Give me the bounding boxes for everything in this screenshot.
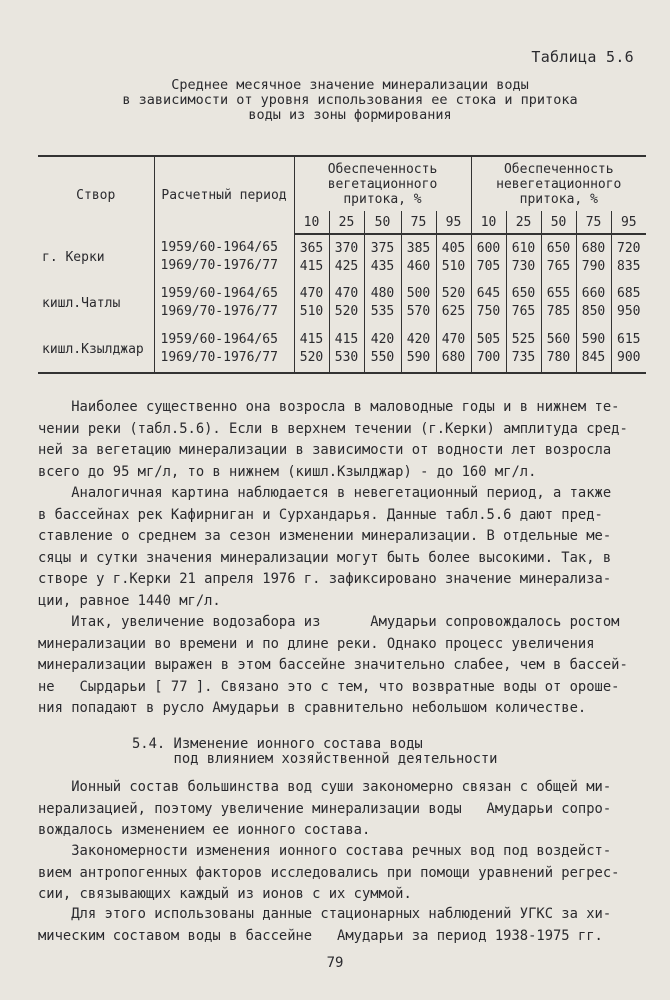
value-cell: [329, 326, 364, 373]
period-value: 1969/70-1976/77: [160, 350, 278, 365]
text-line: Для этого использованы данные стационарных наблюдений УГКС за хи-: [38, 906, 612, 922]
mineralization-value: 735: [511, 350, 536, 365]
mineralization-value: 660: [581, 286, 606, 301]
mineralization-value: 510: [441, 258, 466, 274]
mineralization-value: 700: [476, 350, 501, 365]
mineralization-value: 420: [406, 332, 431, 347]
header-neveg-group: Обеспеченность невегетационного притока, %: [471, 156, 646, 211]
mineralization-value: 560: [546, 332, 571, 347]
mineralization-value: 525: [511, 332, 536, 347]
mineralization-value: 570: [406, 304, 431, 319]
value-cell: [471, 280, 506, 326]
value-cell: [611, 234, 646, 280]
text-line: сяцы и сутки значения минерализации могут быть более высокими. Так, в: [38, 549, 612, 566]
mineralization-value: 610: [511, 240, 536, 256]
mineralization-value: 720: [617, 240, 641, 256]
mineralization-value: 405: [441, 240, 466, 256]
table-label: Таблица 5.6: [531, 48, 634, 66]
paragraph-3: [38, 612, 650, 720]
station-name: кишл.Чатлы: [42, 295, 121, 311]
header-prob: 25: [506, 211, 541, 234]
mineralization-value: 435: [370, 258, 395, 274]
text-line: чении реки (табл.5.6). Если в верхнем течении (г.Керки) амплитуда сред-: [38, 420, 628, 437]
period-value: 1959/60-1964/65: [160, 332, 278, 347]
mineralization-value: 650: [546, 240, 571, 256]
mineralization-value: 645: [476, 286, 501, 301]
text-line: Итак, увеличение водозабора из Амударьи сопровождалось ростом: [38, 614, 620, 630]
text-line: ния попадают в русло Амударьи в сравнительно небольшом количестве.: [38, 700, 587, 716]
header-stvor: Створ: [76, 188, 116, 203]
paragraph-2: [38, 483, 650, 612]
mineralization-value: 705: [476, 258, 501, 274]
station-name: кишл.Кзылджар: [38, 326, 154, 373]
mineralization-value: 505: [476, 332, 501, 347]
mineralization-value: 655: [546, 286, 571, 301]
mineralization-value: 365: [299, 240, 324, 256]
caption-line: Среднее месячное значение минерализации воды: [171, 77, 529, 93]
mineralization-value: 520: [441, 286, 466, 301]
text-line: минерализации выражен в этом бассейне значительно слабее, чем в бассей-: [38, 657, 628, 673]
mineralization-value: 780: [546, 350, 571, 365]
text-line: Закономерности изменения ионного состава речных вод под воздейст-: [38, 843, 612, 859]
mineralization-value: 600: [476, 240, 501, 256]
value-cell: [576, 234, 611, 280]
mineralization-value: 375: [370, 240, 395, 256]
value-cell: [471, 326, 506, 373]
mineralization-value: 835: [617, 258, 641, 274]
mineralization-value: 530: [334, 350, 359, 365]
mineralization-value: 550: [370, 350, 395, 365]
value-cell: [506, 234, 541, 280]
mineralization-value: 850: [581, 304, 606, 319]
mineralization-value: 425: [334, 258, 359, 274]
mineralization-value: 785: [546, 304, 571, 319]
text-line: сии, связывающих каждый из ионов с их суммой.: [38, 886, 412, 902]
period-value: 1959/60-1964/65: [160, 240, 278, 255]
station-name: г. Керки: [42, 249, 105, 265]
text-line: Наиболее существенно она возросла в маловодные годы и в нижнем те-: [38, 399, 620, 415]
value-cell: [576, 280, 611, 326]
header-prob: 75: [576, 211, 611, 234]
section-title-line: под влиянием хозяйственной деятельности: [132, 751, 498, 767]
text-line: ции, равное 1440 мг/л.: [38, 592, 221, 609]
mineralization-value: 950: [617, 304, 641, 319]
mineralization-value: 510: [299, 304, 324, 319]
text-line: створе у г.Керки 21 апреля 1976 г. зафиксировано значение минерализа-: [38, 571, 612, 587]
mineralization-value: 750: [476, 304, 501, 319]
mineralization-value: 470: [334, 286, 359, 301]
mineralization-value: 470: [441, 332, 466, 347]
header-prob: 50: [541, 211, 576, 234]
text-line: нерализацией, поэтому увеличение минерализации воды Амударьи сопро-: [38, 800, 612, 817]
section-title-line: 5.4. Изменение ионного состава воды: [132, 736, 423, 752]
mineralization-value: 415: [299, 332, 324, 347]
period-cell: [154, 326, 294, 373]
value-cell: [611, 326, 646, 373]
mineralization-value: 615: [617, 332, 641, 347]
header-prob: 75: [401, 211, 436, 234]
mineralization-value: 680: [441, 350, 466, 365]
value-cell: [329, 280, 364, 326]
mineralization-value: 685: [617, 286, 641, 301]
header-prob: 50: [364, 211, 401, 234]
text-line: вием антропогенных факторов исследовались при помощи уравнений регрес-: [38, 864, 620, 881]
mineralization-value: 790: [581, 258, 606, 274]
value-cell: [506, 326, 541, 373]
table-row: [38, 234, 646, 280]
value-cell: [576, 326, 611, 373]
value-cell: [436, 280, 471, 326]
text-line: минерализации во времени и по длине реки. Однако процесс увеличения: [38, 635, 595, 652]
value-cell: [541, 326, 576, 373]
text-line: вождалось изменением ее ионного состава.: [38, 822, 371, 838]
mineralization-value: 370: [334, 240, 359, 256]
value-cell: [436, 234, 471, 280]
table-row: [38, 280, 646, 326]
value-cell: [294, 234, 329, 280]
value-cell: [471, 234, 506, 280]
header-veg-group: Обеспеченность вегетационного притока, %: [294, 156, 471, 211]
mineralization-value: 845: [581, 350, 606, 365]
value-cell: [436, 326, 471, 373]
header-period: Расчетный период: [154, 156, 294, 234]
page-number: 79: [326, 955, 344, 971]
mineralization-value: 470: [299, 286, 324, 301]
mineralization-value: 415: [299, 258, 324, 274]
caption-line: в зависимости от уровня использования ее стока и притока: [122, 92, 578, 108]
value-cell: [364, 280, 401, 326]
header-prob: 10: [471, 211, 506, 234]
period-cell: [154, 234, 294, 280]
period-value: 1969/70-1976/77: [160, 258, 278, 273]
table-row: [38, 326, 646, 373]
mineralization-value: 415: [334, 332, 359, 347]
mineralization-table: [38, 155, 646, 374]
period-value: 1959/60-1964/65: [160, 286, 278, 301]
value-cell: [541, 234, 576, 280]
text-line: в бассейнах рек Кафирниган и Сурхандарья. Данные табл.5.6 дают пред-: [38, 506, 603, 523]
value-cell: [611, 280, 646, 326]
value-cell: [294, 326, 329, 373]
mineralization-value: 625: [441, 304, 466, 319]
period-value: 1969/70-1976/77: [160, 304, 278, 319]
mineralization-value: 420: [370, 332, 395, 347]
mineralization-value: 765: [546, 258, 571, 274]
caption-line: воды из зоны формирования: [248, 107, 452, 123]
mineralization-value: 480: [370, 286, 395, 301]
value-cell: [541, 280, 576, 326]
section-title: [132, 737, 497, 767]
header-prob: 10: [294, 211, 329, 234]
table-caption: [60, 78, 640, 123]
text-line: всего до 95 мг/л, то в нижнем (кишл.Кзылджар) - до 160 мг/л.: [38, 463, 537, 480]
mineralization-value: 680: [581, 240, 606, 256]
mineralization-value: 385: [406, 240, 431, 256]
paragraph-5: [38, 841, 650, 906]
text-line: не Сырдарьи [ 77 ]. Связано это с тем, что возвратные воды от ороше-: [38, 678, 620, 695]
mineralization-value: 520: [299, 350, 324, 365]
mineralization-value: 765: [511, 304, 536, 319]
mineralization-value: 520: [334, 304, 359, 319]
value-cell: [294, 280, 329, 326]
text-line: Ионный состав большинства вод суши закономерно связан с общей ми-: [38, 779, 612, 795]
mineralization-value: 900: [617, 350, 641, 365]
paragraph-4: [38, 777, 650, 842]
value-cell: [401, 234, 436, 280]
mineralization-value: 730: [511, 258, 536, 274]
value-cell: [329, 234, 364, 280]
mineralization-value: 500: [406, 286, 431, 301]
mineralization-value: 590: [406, 350, 431, 365]
header-prob: 25: [329, 211, 364, 234]
text-line: мическим составом воды в бассейне Амударьи за период 1938-1975 гг.: [38, 927, 603, 944]
value-cell: [401, 326, 436, 373]
header-prob: 95: [436, 211, 471, 234]
value-cell: [506, 280, 541, 326]
value-cell: [401, 280, 436, 326]
paragraph-6: [38, 904, 650, 947]
text-line: ставление о среднем за сезон изменении минерализации. В отдельные ме-: [38, 528, 612, 544]
paragraph-1: [38, 397, 650, 483]
value-cell: [364, 234, 401, 280]
period-cell: [154, 280, 294, 326]
mineralization-value: 460: [406, 258, 431, 274]
text-line: Аналогичная картина наблюдается в невегетационный период, а также: [38, 485, 612, 501]
mineralization-value: 535: [370, 304, 395, 319]
header-prob: 95: [611, 211, 646, 234]
value-cell: [364, 326, 401, 373]
text-line: ней за вегетацию минерализации в зависимости от водности лет возросла: [38, 442, 612, 458]
mineralization-value: 590: [581, 332, 606, 347]
mineralization-value: 650: [511, 286, 536, 301]
